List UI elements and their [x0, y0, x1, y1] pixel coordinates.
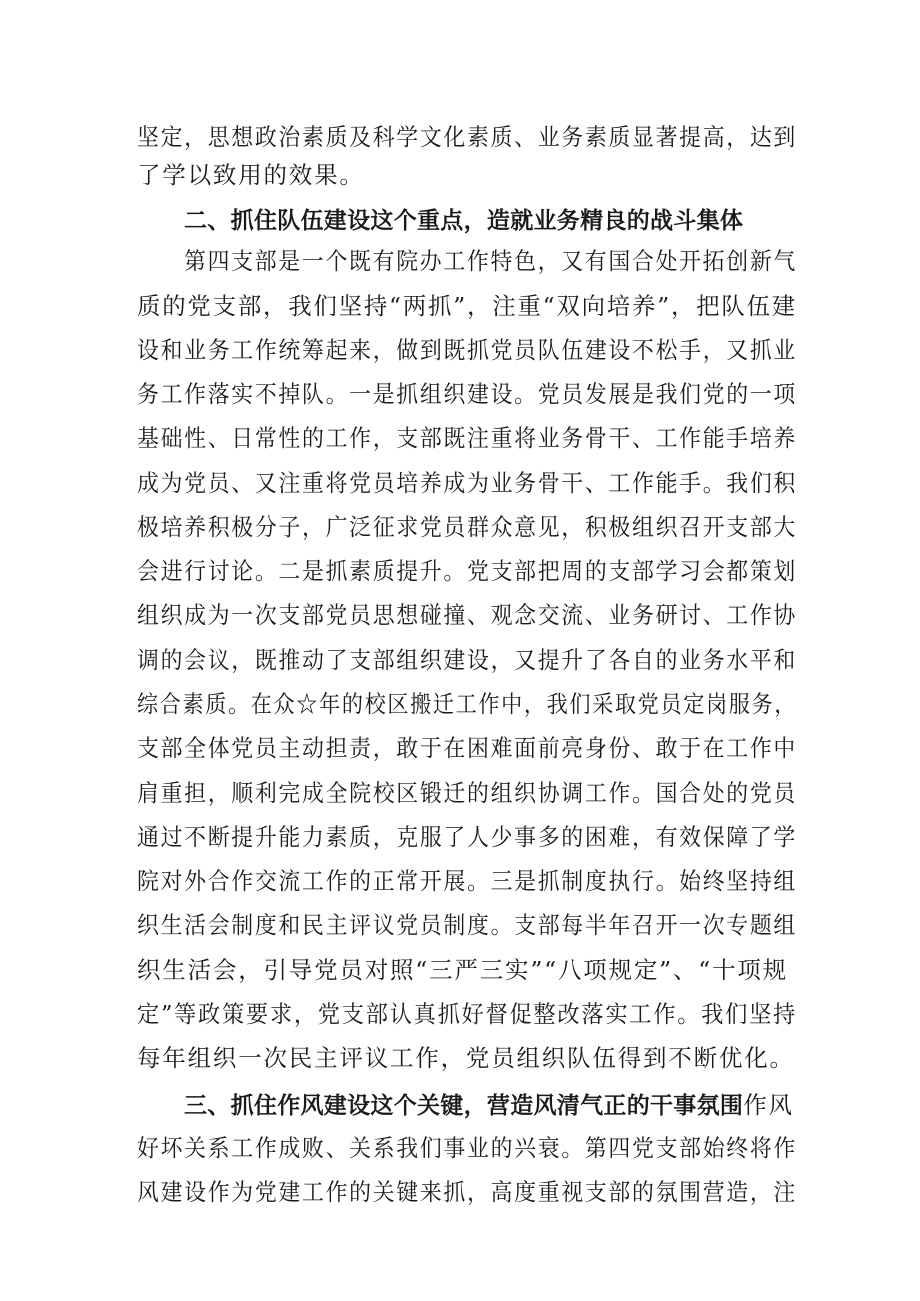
body-line: 院对外合作交流工作的正常开展。三是抓制度执行。始终坚持组	[137, 867, 797, 895]
section-heading-3: 三、抓住作风建设这个关键，营造风清气正的干事氛围	[184, 1093, 744, 1119]
section-heading-3-line	[184, 1085, 797, 1125]
body-line: 风建设作为党建工作的关键来抓，高度重视支部的氛围营造，注	[137, 1178, 797, 1206]
body-line: 会进行讨论。二是抓素质提升。党支部把周的支部学习会都策划	[137, 557, 797, 585]
body-line: 质的党支部，我们坚持“两抓”，注重“双向培养”，把队伍建	[137, 292, 797, 320]
body-line: 织生活会，引导党员对照“三严三实”“八项规定”、“十项规	[137, 956, 788, 984]
body-line: 通过不断提升能力素质，克服了人少事多的困难，有效保障了学	[137, 823, 797, 851]
section-heading-2: 二、抓住队伍建设这个重点，造就业务精良的战斗集体	[184, 208, 744, 234]
body-line: 每年组织一次民主评议工作，党员组织队伍得到不断优化。	[137, 1044, 795, 1072]
body-line: 组织成为一次支部党员思想碰撞、观念交流、业务研讨、工作协	[137, 601, 797, 629]
body-line: 成为党员、又注重将党员培养成为业务骨干、工作能手。我们积	[137, 469, 797, 497]
body-line: 定”等政策要求，党支部认真抓好督促整改落实工作。我们坚持	[137, 1000, 797, 1028]
body-line: 织生活会制度和民主评议党员制度。支部每半年召开一次专题组	[137, 911, 797, 939]
body-line: 务工作落实不掉队。一是抓组织建设。党员发展是我们党的一项	[137, 380, 797, 408]
body-line: 极培养积极分子，广泛征求党员群众意见，积极组织召开支部大	[137, 513, 797, 541]
body-line: 设和业务工作统筹起来，做到既抓党员队伍建设不松手，又抓业	[137, 336, 797, 364]
body-line: 坚定，思想政治素质及科学文化素质、业务素质显著提高，达到	[137, 123, 797, 151]
body-line: 综合素质。在众☆年的校区搬迁工作中，我们采取党员定岗服务，	[137, 690, 797, 718]
body-line: 基础性、日常性的工作，支部既注重将业务骨干、工作能手培养	[137, 424, 797, 452]
body-line: 支部全体党员主动担责，敢于在困难面前亮身份、敢于在工作中	[137, 734, 797, 762]
body-line: 了学以致用的效果。	[137, 161, 365, 189]
body-line: 好坏关系工作成败、关系我们事业的兴衰。第四党支部始终将作	[137, 1134, 797, 1162]
paragraph-lead-text: 作风	[743, 1091, 794, 1119]
body-line: 肩重担，顺利完成全院校区锻迁的组织协调工作。国合处的党员	[137, 779, 797, 807]
body-line: 调的会议，既推动了支部组织建设，又提升了各自的业务水平和	[137, 646, 797, 674]
paragraph-first-line: 第四支部是一个既有院办工作特色，又有国合处开拓创新气	[184, 247, 797, 275]
